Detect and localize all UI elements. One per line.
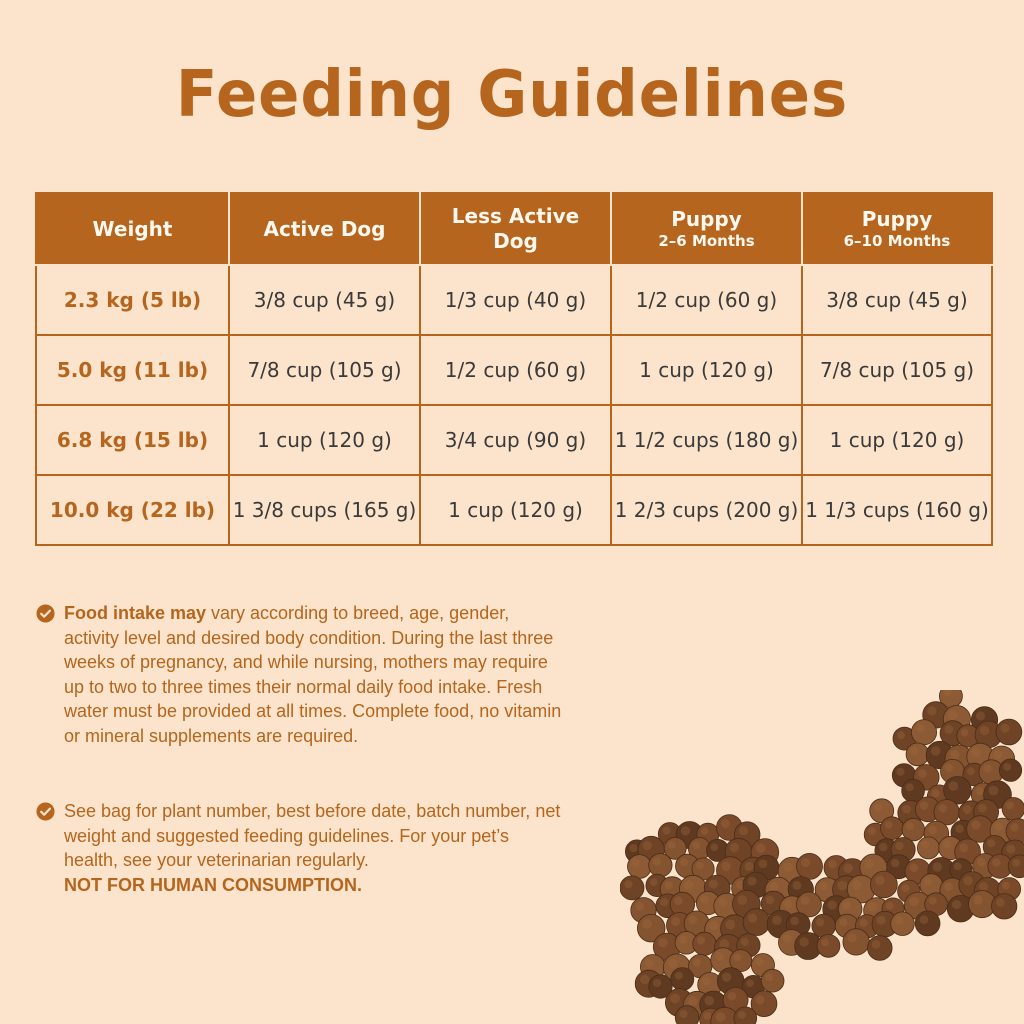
kibble-highlight [943,840,951,848]
kibble-highlight [635,902,644,911]
kibble-piece [620,876,644,900]
kibble-highlight [783,934,792,943]
kibble-highlight [697,936,705,944]
kibble-piece [628,855,652,879]
kibble-bone-image [620,690,1024,1024]
kibble-piece [999,759,1021,781]
active-dog-cell: 7/8 cup (105 g) [229,335,420,405]
kibble-highlight [895,916,903,924]
kibble-highlight [784,900,793,909]
kibble-highlight [722,972,731,981]
kibble-highlight [640,975,649,984]
kibble-highlight [738,1011,746,1019]
kibble-highlight [979,882,988,891]
kibble-highlight [688,996,698,1006]
kibble-highlight [643,841,652,850]
kibble-highlight [928,826,937,835]
kibble-highlight [895,842,903,850]
kibble-highlight [702,977,710,985]
kibble-highlight [684,880,693,889]
kibble-piece [693,932,716,955]
kibble-highlight [886,902,894,910]
less-active-dog-cell: 1/3 cup (40 g) [420,265,611,335]
kibble-highlight [952,900,961,909]
kibble-highlight [879,843,887,851]
table-header-row [36,193,992,265]
header-puppy-2-6 [611,193,802,265]
table-row [36,265,992,335]
kibble-highlight [1001,724,1010,733]
kibble-piece [915,911,940,936]
kibble-highlight [906,822,914,830]
kibble-piece [881,817,904,840]
kibble-highlight [681,826,690,835]
kibble-highlight [709,921,718,930]
kibble-highlight [664,881,672,889]
kibble-highlight [650,878,658,886]
kibble-highlight [875,876,884,885]
kibble-highlight [1002,882,1010,890]
kibble-highlight [801,858,810,867]
kibble-highlight [716,1012,726,1022]
note-warning: NOT FOR HUMAN CONSUMPTION. [64,874,362,895]
kibble-highlight [772,915,782,925]
kibble-highlight [971,820,980,829]
kibble-piece [996,719,1022,745]
kibble-highlight [783,862,793,872]
kibble-highlight [624,880,632,888]
kibble-highlight [819,882,828,891]
kibble-highlight [674,897,683,906]
kibble-highlight [972,748,981,757]
less-active-dog-cell: 1/2 cup (60 g) [420,335,611,405]
kibble-highlight [924,878,932,886]
kibble-highlight [944,882,953,891]
kibble-highlight [660,898,668,906]
weight-cell: 2.3 kg (5 lb) [36,265,229,335]
kibble-highlight [918,769,927,778]
kibble-highlight [821,938,829,946]
kibble-highlight [859,919,867,927]
kibble-highlight [658,938,668,948]
kibble-highlight [987,839,995,847]
kibble-highlight [897,731,905,739]
less-active-dog-cell: 1 cup (120 g) [420,475,611,545]
kibble-highlight [931,789,939,797]
puppy-2-6-cell: 1/2 cup (60 g) [611,265,802,335]
kibble-highlight [693,959,701,967]
page-title: Feeding Guidelines [175,58,849,132]
active-dog-cell: 1 3/8 cups (165 g) [229,475,420,545]
kibble-highlight [933,862,942,871]
kibble-highlight [721,819,730,828]
puppy-6-10-cell: 3/8 cup (45 g) [802,265,992,335]
kibble-highlight [668,841,676,849]
kibble-highlight [938,804,947,813]
kibble-piece [1002,798,1024,821]
kibble-highlight [816,918,824,926]
kibble-highlight [1010,823,1019,832]
kibble-highlight [1006,845,1015,854]
active-dog-cell: 3/8 cup (45 g) [229,265,420,335]
kibble-highlight [954,863,962,871]
kibble-highlight [748,913,757,922]
kibble-highlight [959,843,968,852]
kibble-piece [868,936,893,961]
kibble-piece [992,894,1017,919]
kibble-piece [649,854,672,877]
kibble-highlight [710,843,718,851]
note-bag-info [36,799,566,897]
kibble-highlight [675,972,683,980]
kibble-highlight [670,993,680,1003]
kibble-highlight [748,877,757,886]
kibble-highlight [877,916,886,925]
kibble-highlight [1012,859,1020,867]
weight-cell: 6.8 kg (15 lb) [36,405,229,475]
kibble-highlight [756,844,766,854]
note-item [36,799,566,897]
kibble-highlight [945,725,954,734]
kibble-highlight [973,895,982,904]
header-puppy-6-10 [802,193,992,265]
kibble-highlight [741,938,749,946]
kibble-highlight [653,979,661,987]
kibble-highlight [642,919,652,929]
kibble-highlight [929,897,937,905]
kibble-highlight [868,902,877,911]
note-item [36,601,566,748]
kibble-highlight [734,953,742,961]
weight-cell: 10.0 kg (22 lb) [36,475,229,545]
kibble-highlight [906,783,914,791]
active-dog-cell: 1 cup (120 g) [229,405,420,475]
kibble-highlight [668,959,677,968]
kibble-highlight [701,827,709,835]
kibble-highlight [852,880,862,890]
puppy-6-10-cell: 1 1/3 cups (160 g) [802,475,992,545]
puppy-6-10-cell: 1 cup (120 g) [802,405,992,475]
kibble-highlight [910,863,919,872]
kibble-highlight [885,821,893,829]
kibble-highlight [645,959,654,968]
kibble-highlight [1006,802,1014,810]
kibble-highlight [737,895,747,905]
kibble-piece [761,969,784,992]
kibble-highlight [976,711,985,720]
kibble-highlight [728,992,737,1001]
kibble-highlight [980,726,989,735]
kibble-highlight [828,860,837,869]
kibble-piece [843,929,869,955]
table-row [36,475,992,545]
kibble-highlight [902,884,910,892]
kibble-highlight [696,862,704,870]
kibble-highlight [927,706,936,715]
kibble-highlight [671,917,680,926]
kibble-highlight [715,952,724,961]
note-text: See bag for plant number, best before date, batch number, net weight and suggested feeding guidelines. For your pet’s health, see your veterinarian regularly. [64,801,561,870]
kibble-highlight [902,805,911,814]
kibble-highlight [745,862,754,871]
table-row [36,405,992,475]
kibble-highlight [992,858,1000,866]
kibble-highlight [692,841,700,849]
kibble-highlight [766,896,775,905]
kibble-highlight [705,996,715,1006]
kibble-highlight [765,973,773,981]
note-bold-lead: Food intake may [64,603,207,623]
kibble-highlight [993,751,1002,760]
note-food-intake [36,601,566,748]
kibble-highlight [730,843,739,852]
kibble-highlight [921,841,929,849]
kibble-piece [797,853,823,879]
header-active-dog [229,193,420,265]
kibble-highlight [709,880,718,889]
kibble-piece [817,935,840,958]
kibble-highlight [703,1012,711,1020]
kibble-highlight [662,827,670,835]
kibble-highlight [996,898,1005,907]
kibble-highlight [680,1010,688,1018]
kibble-highlight [770,882,779,891]
kibble-highlight [792,881,801,890]
kibble-highlight [896,768,904,776]
kibble-highlight [872,940,881,949]
kibble-highlight [916,724,925,733]
kibble-highlight [701,895,709,903]
kibble-highlight [837,881,847,891]
kibble-highlight [961,729,969,737]
kibble-highlight [931,746,941,756]
kibble-highlight [680,858,688,866]
kibble-highlight [801,896,810,905]
puppy-2-6-cell: 1 2/3 cups (200 g) [611,475,802,545]
kibble-highlight [843,863,853,873]
kibble-highlight [920,915,929,924]
weight-cell: 5.0 kg (11 lb) [36,335,229,405]
kibble-piece [906,743,929,766]
kibble-highlight [976,787,984,795]
header-label: Puppy [671,207,742,232]
kibble-highlight [799,937,808,946]
kibble-highlight [963,876,972,885]
kibble-highlight [963,805,972,814]
kibble-highlight [758,859,767,868]
kibble-highlight [629,844,637,852]
header-less-active-dog [420,193,611,265]
kibble-highlight [828,900,837,909]
less-active-dog-cell: 3/4 cup (90 g) [420,405,611,475]
note-text: vary according to breed, age, gender, activity level and desired body condition. During the last three weeks of pregnancy, and while nursing, mothers may require up to two to three times their normal daily food intake. Fresh water must be provided at all times. Complete food, no vitamin or mineral supplements are required. [64,603,562,746]
kibble-highlight [950,750,960,760]
kibble-highlight [891,859,899,867]
kibble-piece [911,720,936,745]
kibble-highlight [721,862,731,872]
check-circle-icon [36,604,55,623]
kibble-highlight [948,710,958,720]
puppy-2-6-cell: 1 1/2 cups (180 g) [611,405,802,475]
kibble-piece [812,914,836,938]
kibble-highlight [839,918,847,926]
kibble-highlight [994,822,1003,831]
kibble-highlight [746,979,754,987]
kibble-highlight [756,995,765,1004]
kibble-highlight [978,804,987,813]
kibble-highlight [679,935,687,943]
header-label: Weight [92,216,173,241]
kibble-highlight [1003,763,1011,771]
feeding-table [35,192,993,546]
kibble-piece [671,968,694,991]
table-row [36,335,992,405]
header-weight [36,193,229,265]
kibble-highlight [945,764,953,772]
kibble-highlight [790,917,798,925]
kibble-highlight [949,781,959,791]
kibble-highlight [977,858,986,867]
header-sublabel: 2–6 Months [658,232,755,251]
kibble-highlight [689,915,698,924]
kibble-highlight [967,767,975,775]
kibble-highlight [726,920,736,930]
kibble-highlight [632,859,640,867]
header-sublabel: 6–10 Months [843,232,951,251]
kibble-highlight [955,825,963,833]
kibble-piece [743,909,770,936]
kibble-highlight [874,803,882,811]
kibble-highlight [755,958,763,966]
puppy-6-10-cell: 7/8 cup (105 g) [802,335,992,405]
kibble-highlight [909,897,919,907]
kibble-highlight [653,858,661,866]
kibble-highlight [920,801,929,810]
kibble-piece [891,912,915,936]
header-label: Puppy [861,207,933,232]
kibble-highlight [843,901,851,909]
kibble-piece [871,871,898,898]
kibble-highlight [983,764,992,773]
kibble-highlight [865,859,874,868]
puppy-2-6-cell: 1 cup (120 g) [611,335,802,405]
kibble-highlight [739,826,748,835]
header-label: Active Dog [263,216,386,241]
kibble-highlight [848,933,857,942]
kibble-highlight [910,747,918,755]
header-label: Less Active Dog [451,204,580,253]
check-circle-icon [36,802,55,821]
kibble-piece [917,837,939,859]
kibble-highlight [718,898,727,907]
kibble-highlight [868,827,876,835]
kibble-highlight [989,786,999,796]
